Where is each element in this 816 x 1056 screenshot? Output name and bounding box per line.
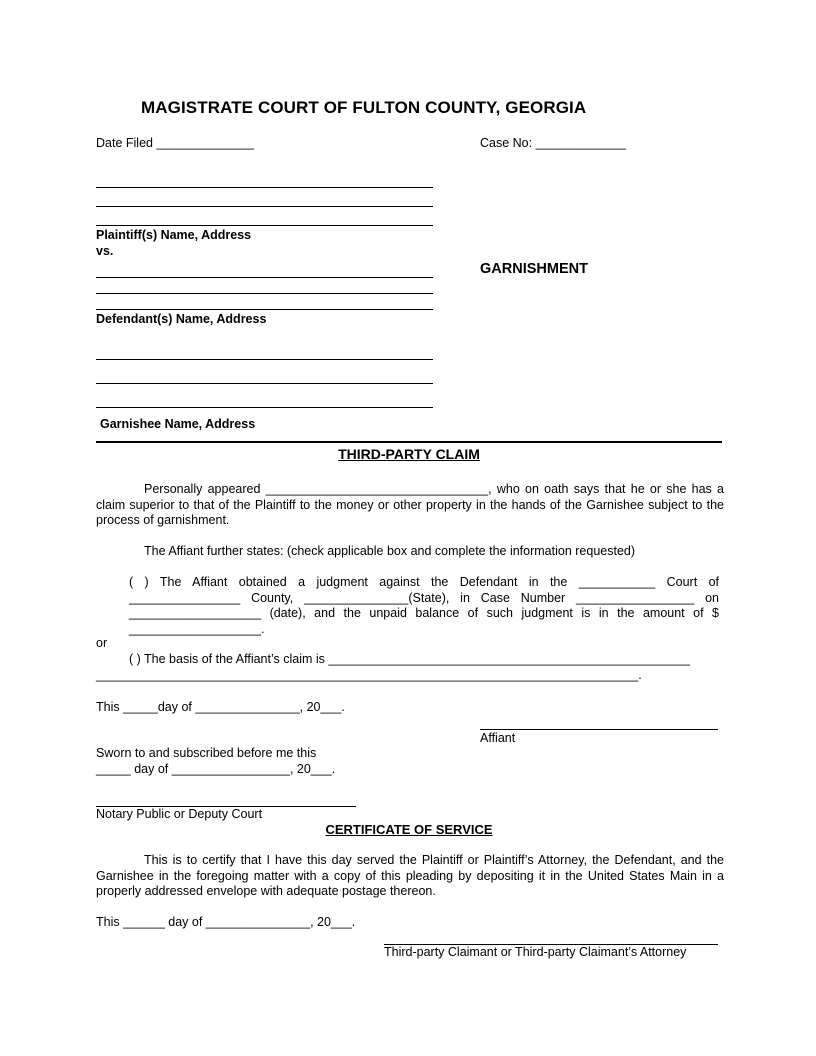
certificate-of-service-heading: CERTIFICATE OF SERVICE xyxy=(325,822,493,837)
date-filed-field: Date Filed ______________ xyxy=(96,136,254,150)
claim-basis-continuation: ______________________________________________________________________________. xyxy=(96,668,642,682)
affiant-label: Affiant xyxy=(480,731,516,745)
affiant-further-states: The Affiant further states: (check applicable box and complete the information requested) xyxy=(144,544,636,558)
certificate-paragraph: This is to certify that I have this day served the Plaintiff or Plaintiff’s Attorney, the Defendant, and the Garnishee in the foregoing matter with a copy of this pleading by depositing it in the United States Main in a properly addressed envelope with adequate postage thereon. xyxy=(96,853,724,898)
third-party-claim-heading: THIRD-PARTY CLAIM xyxy=(338,446,480,462)
garnishee-line-1 xyxy=(96,359,433,360)
claim-paragraph: Personally appeared ________________________________, who on oath says that he or she has a claim superior to that of the Plaintiff to the money or other property in the hands of the Garnishee subject to the process of garnishment. xyxy=(96,482,724,527)
certificate-date-line: This ______ day of _______________, 20___. xyxy=(96,915,356,929)
garnishee-label: Garnishee Name, Address xyxy=(100,417,256,431)
defendant-line-1 xyxy=(96,277,433,278)
sworn-date-line: _____ day of _________________, 20___. xyxy=(96,762,336,776)
defendant-label: Defendant(s) Name, Address xyxy=(96,312,267,326)
case-type-heading: GARNISHMENT xyxy=(480,261,588,277)
sworn-statement: Sworn to and subscribed before me this xyxy=(96,746,317,760)
court-title: MAGISTRATE COURT OF FULTON COUNTY, GEORGIA xyxy=(141,98,587,117)
case-number-field: Case No: _____________ xyxy=(480,136,626,150)
garnishee-line-2 xyxy=(96,383,433,384)
plaintiff-label: Plaintiff(s) Name, Address xyxy=(96,228,252,242)
notary-label: Notary Public or Deputy Court xyxy=(96,807,263,821)
vs-label: vs. xyxy=(96,244,114,258)
defendant-line-2 xyxy=(96,293,433,294)
garnishee-line-3 xyxy=(96,407,433,408)
claimant-signature-label: Third-party Claimant or Third-party Claimant’s Attorney xyxy=(384,945,687,959)
or-label: or xyxy=(96,636,108,650)
plaintiff-line-3 xyxy=(96,225,433,226)
affiant-signature-line xyxy=(480,729,718,730)
defendant-line-3 xyxy=(96,309,433,310)
plaintiff-line-1 xyxy=(96,187,433,188)
claim-basis-option: ( ) The basis of the Affiant’s claim is ____________________________________________________ xyxy=(129,652,690,666)
judgment-option: ( ) The Affiant obtained a judgment against the Defendant in the ___________ Court of ________________ County, _______________(State), in Case Number _________________ on ___________________ (date), and the unpaid balance of such judgment is in the amount of $ ___________________. xyxy=(129,575,719,636)
claim-date-line: This _____day of _______________, 20___. xyxy=(96,700,345,714)
plaintiff-line-2 xyxy=(96,206,433,207)
section-divider xyxy=(96,441,722,443)
